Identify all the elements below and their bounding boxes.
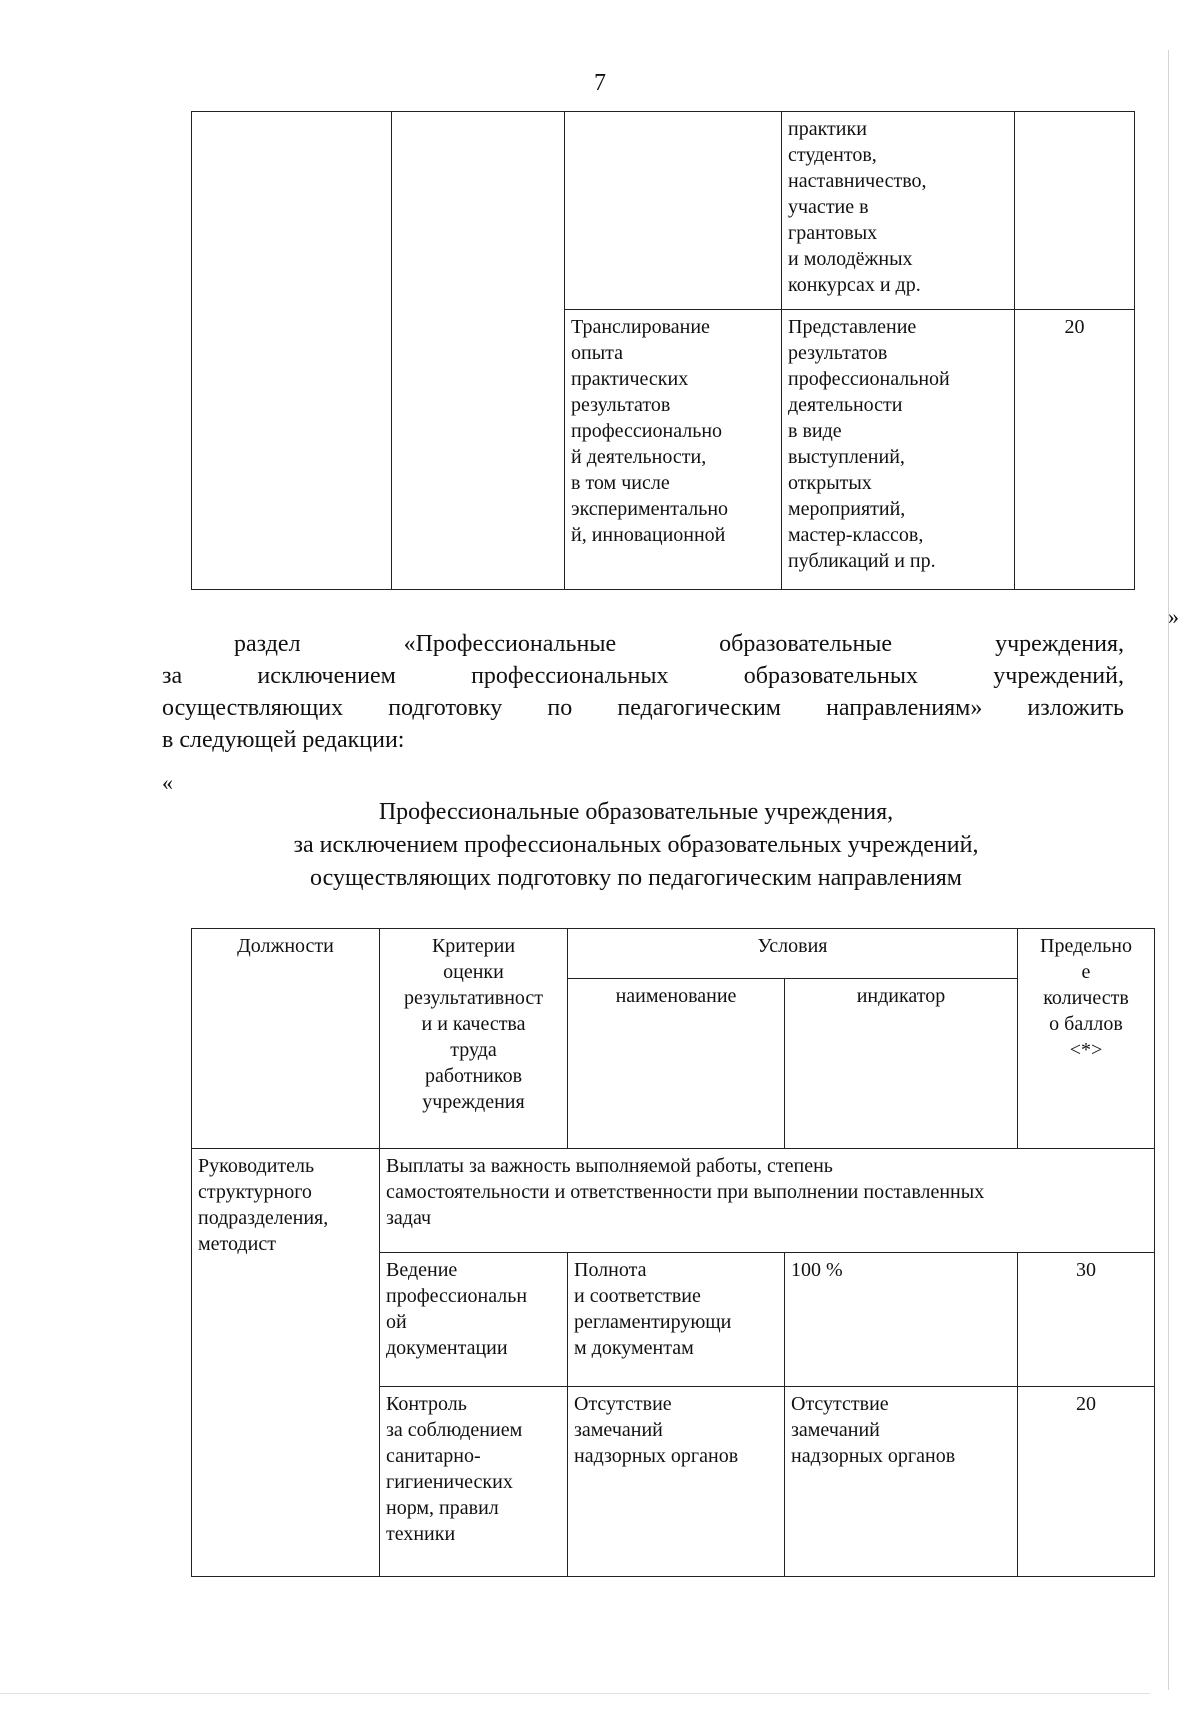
- table-row: [192, 112, 1135, 310]
- points-cell: 20: [1015, 310, 1135, 590]
- header-row: [192, 929, 1155, 979]
- name-cell: Отсутствие замечаний надзорных органов: [568, 1387, 785, 1577]
- open-quote: «: [162, 770, 173, 795]
- criteria-cell: Контроль за соблюдением санитарно- гигиенических норм, правил техники: [380, 1387, 568, 1577]
- indicator-cell: практики студентов, наставничество, участие в грантовых и молодёжных конкурсах и др.: [782, 112, 1015, 310]
- position-cell: Руководитель структурного подразделения, методист: [192, 1149, 380, 1577]
- continuation-table: [191, 111, 1135, 590]
- header-conditions: Условия: [568, 929, 1018, 979]
- position-cell: [192, 112, 392, 590]
- header-criteria: Критерии оценки результативност и и качества труда работников учреждения: [380, 929, 568, 1149]
- table-row: [192, 1149, 1155, 1253]
- name-cell: [565, 112, 782, 310]
- points-cell: 20: [1018, 1387, 1155, 1577]
- header-name: наименование: [568, 979, 785, 1149]
- indicator-cell: 100 %: [785, 1253, 1018, 1387]
- section-heading: Профессиональные образовательные учреждения, за исключением профессиональных образовательных учреждений, осуществляющих подготовку по педагогическим направлениям: [293, 799, 979, 891]
- name-cell: Полнота и соответствие регламентирующи м документам: [568, 1253, 785, 1387]
- instruction-paragraph: раздел «Профессиональные образовательные учреждения, за исключением профессиональных образовательных учреждений, осуществляющих подготовку по педагогическим направлениям» изложить в следующей редакции:: [162, 631, 1124, 753]
- header-max-points: Предельно е количеств о баллов <*>: [1018, 929, 1155, 1149]
- scan-bottom-line: [0, 1693, 1150, 1694]
- close-quote: »: [1168, 604, 1179, 629]
- page-number: 7: [594, 70, 606, 96]
- criteria-cell: [392, 112, 565, 590]
- points-cell: [1015, 112, 1135, 310]
- indicator-cell: Представление результатов профессиональной деятельности в виде выступлений, открытых мероприятий, мастер-классов, публикаций и пр.: [782, 310, 1015, 590]
- indicator-cell: Отсутствие замечаний надзорных органов: [785, 1387, 1018, 1577]
- criteria-cell: Ведение профессиональн ой документации: [380, 1253, 568, 1387]
- scan-edge-line: [1168, 50, 1169, 1690]
- criteria-table: [191, 928, 1155, 1577]
- name-cell: Транслирование опыта практических результатов профессионально й деятельности, в том числе экспериментально й, инновационной: [565, 310, 782, 590]
- points-cell: 30: [1018, 1253, 1155, 1387]
- header-indicator: индикатор: [785, 979, 1018, 1149]
- header-position: Должности: [192, 929, 380, 1149]
- group-cell: Выплаты за важность выполняемой работы, степень самостоятельности и ответственности при выполнении поставленных задач: [380, 1149, 1155, 1253]
